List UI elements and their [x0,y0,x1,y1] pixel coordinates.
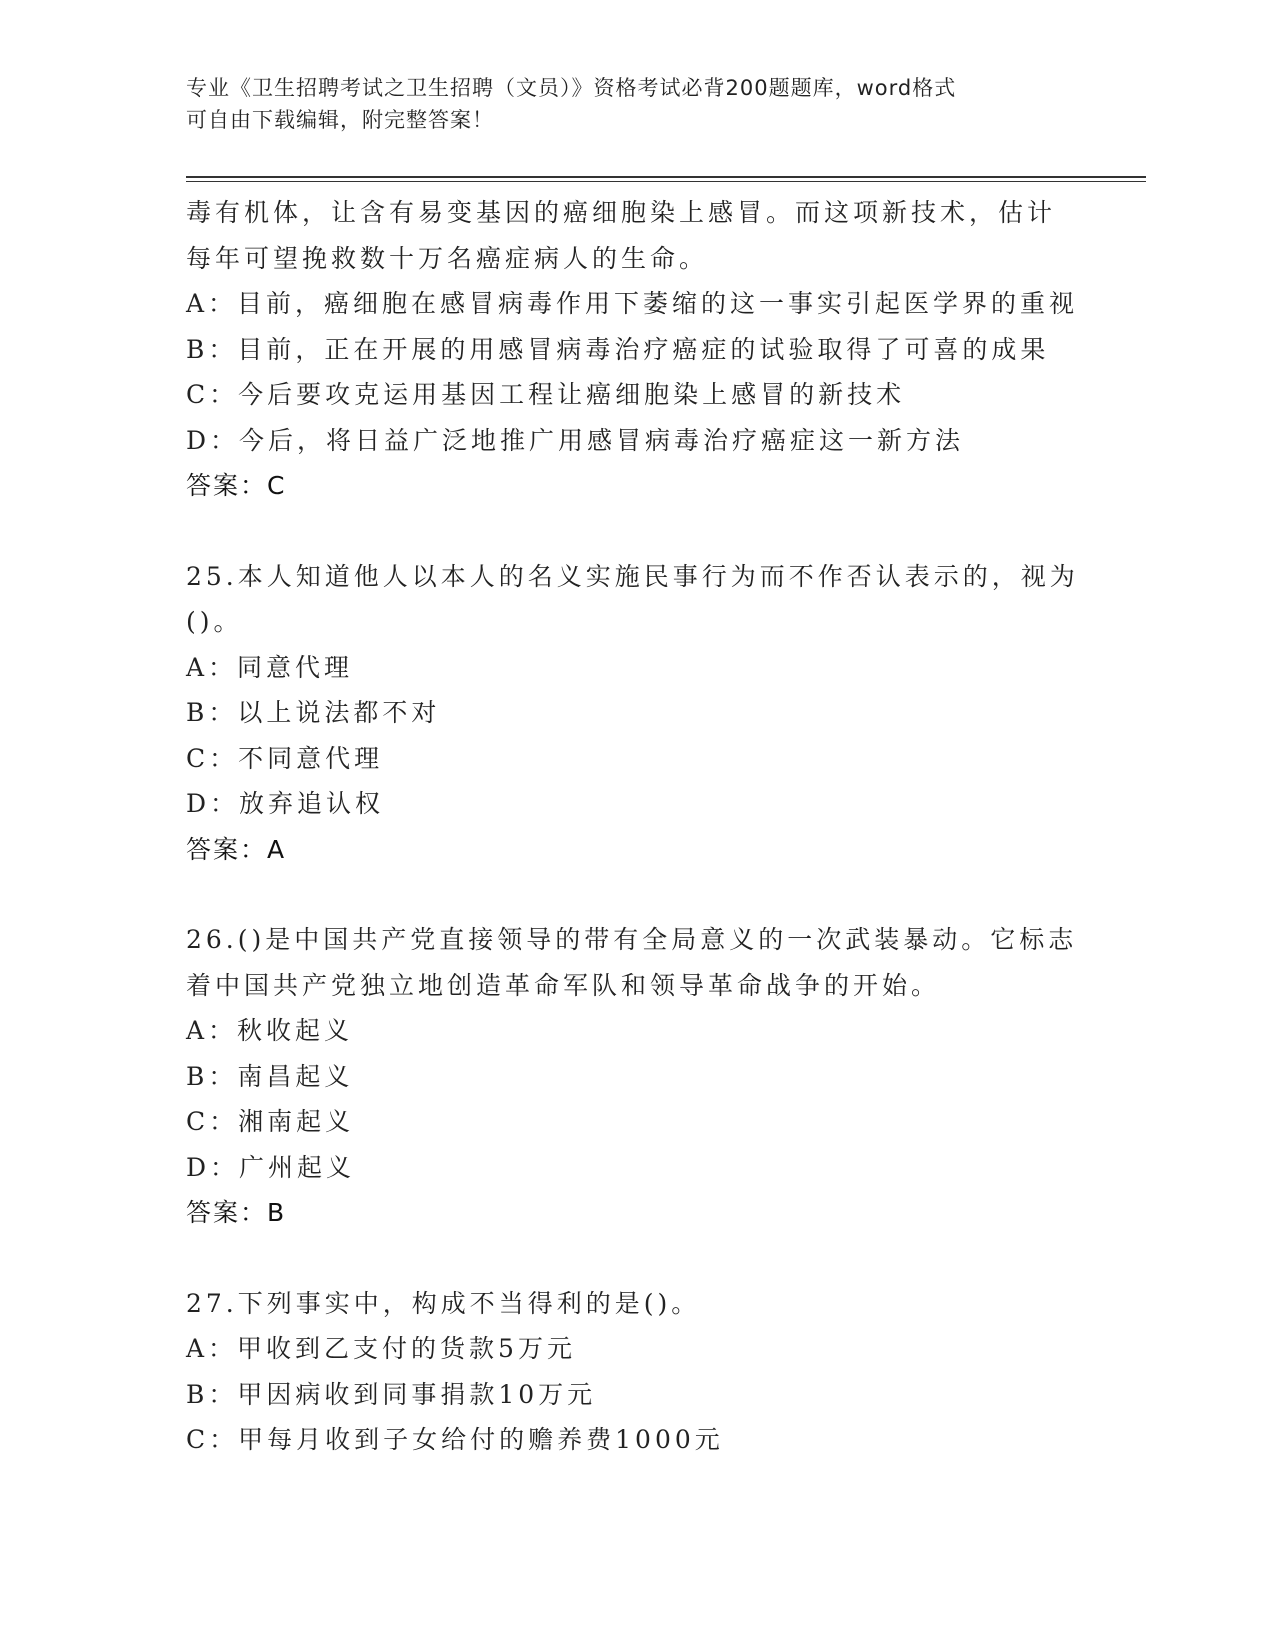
spacer [186,872,1086,917]
header-line-2: 可自由下载编辑，附完整答案！ [186,108,494,132]
header-line-1: 专业《卫生招聘考试之卫生招聘（文员）》资格考试必背200题题库，word格式 [186,76,957,100]
answer: 答案：A [186,834,287,864]
header-rule-thin [186,181,1146,182]
question-text-line: 26.()是中国共产党直接领导的带有全局意义的一次武装暴动。它标志 [186,925,1078,954]
option-a: A：目前，癌细胞在感冒病毒作用下萎缩的这一事实引起医学界的重视 [186,289,1079,318]
option-b: B：南昌起义 [186,1061,354,1091]
option-a: A：甲收到乙支付的货款5万元 [186,1334,576,1363]
option-a: A：同意代理 [186,652,354,682]
option-b: B：目前，正在开展的用感冒病毒治疗癌症的试验取得了可喜的成果 [186,334,1050,364]
option-c: C：今后要攻克运用基因工程让癌细胞染上感冒的新技术 [186,380,906,409]
option-c: C：不同意代理 [186,743,384,773]
option-a: A：秋收起义 [186,1016,354,1045]
option-b: B：甲因病收到同事捐款10万元 [186,1379,597,1409]
question-26 [186,917,1086,1236]
question-text-line: ()。 [186,607,243,636]
answer: 答案：B [186,1198,287,1227]
question-text-line: 着中国共产党独立地创造革命军队和领导革命战争的开始。 [186,970,941,1000]
option-d: D：今后，将日益广泛地推广用感冒病毒治疗癌症这一新方法 [186,425,965,455]
answer: 答案：C [186,471,287,500]
question-27 [186,1281,1086,1463]
question-text-line: 27.下列事实中，构成不当得利的是()。 [186,1288,701,1318]
option-c: C：甲每月收到子女给付的赡养费1000元 [186,1425,724,1454]
option-b: B：以上说法都不对 [186,698,441,727]
document-body [186,190,1086,1463]
question-text-line: 25.本人知道他人以本人的名义实施民事行为而不作否认表示的，视为 [186,561,1079,591]
spacer [186,1236,1086,1281]
spacer [186,509,1086,554]
header-rule-thick [186,176,1146,178]
option-d: D：放弃追认权 [186,789,385,818]
option-c: C：湘南起义 [186,1107,355,1136]
document-header [186,72,1086,136]
question-text-line: 每年可望挽救数十万名癌症病人的生命。 [186,243,709,273]
question-25 [186,554,1086,873]
question-text-line: 毒有机体，让含有易变基因的癌细胞染上感冒。而这项新技术，估计 [186,198,1057,227]
question-continued [186,190,1086,509]
option-d: D：广州起义 [186,1152,356,1182]
